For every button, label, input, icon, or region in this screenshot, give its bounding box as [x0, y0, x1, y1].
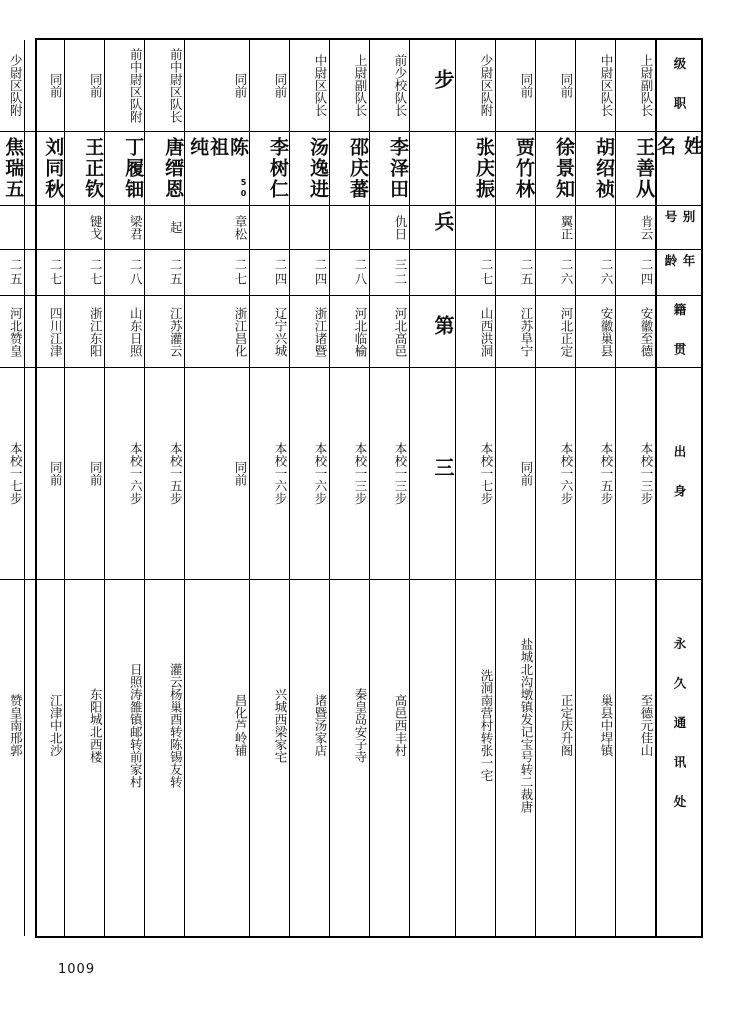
unit-title-part-6: 三 — [410, 368, 455, 580]
record-education: 本校一六步 — [290, 368, 329, 580]
record-origin: 河北赞皇 — [0, 296, 24, 368]
record-education: 本校一三步 — [370, 368, 409, 580]
unit-title-column — [409, 40, 455, 936]
record-rank: 前中尉区队附 — [105, 40, 144, 132]
record-education: 本校一三步 — [616, 368, 655, 580]
record-address: 日照涛雒镇邮转前家村 — [128, 662, 144, 788]
roster-table — [2, 38, 703, 938]
record-name: 胡绍祯 — [576, 132, 615, 206]
record-address: 秦皇岛安子寺 — [353, 687, 368, 763]
record-alias: 起 — [145, 206, 184, 250]
record-origin: 安徽巢县 — [576, 296, 615, 368]
record-name: 丁履钿 — [105, 132, 144, 206]
field-label-age: 年 龄 — [657, 250, 701, 296]
record-rank: 上尉副队长 — [616, 40, 655, 132]
record-name: 李树仁 — [250, 132, 289, 206]
unit-title-part-2 — [410, 132, 455, 206]
record-name: 邵庆蕃 — [330, 132, 369, 206]
record-age: 二六 — [576, 250, 615, 296]
record-education: 本校一六步 — [250, 368, 289, 580]
field-label-alias: 别 号 — [657, 206, 701, 250]
record-rank: 中尉区队长 — [290, 40, 329, 132]
unit-title-part-1: 步 — [410, 40, 455, 132]
record-origin: 河北临榆 — [330, 296, 369, 368]
roster-record-column — [535, 40, 575, 936]
record-alias: 仇日 — [370, 206, 409, 250]
record-origin: 山东日照 — [105, 296, 144, 368]
record-rank: 同前 — [536, 40, 575, 132]
record-education: 本校一七步 — [456, 368, 495, 580]
record-address: 赞皇南邢郭 — [8, 693, 24, 757]
record-origin: 江苏灌云 — [145, 296, 184, 368]
record-alias: 键戈 — [65, 206, 104, 250]
record-origin: 河北高邑 — [370, 296, 409, 368]
record-address: 灌云杨巢酉转陈锡友转 — [168, 662, 184, 788]
field-label-education: 出 身 — [657, 368, 701, 580]
unit-title-part-7 — [410, 580, 455, 870]
record-rank: 同前 — [250, 40, 289, 132]
roster-record-column — [104, 40, 144, 936]
record-name: 王正钦 — [65, 132, 104, 206]
record-name-footnote-mark: 50 — [239, 178, 248, 200]
record-address: 洗洞南营村转张一宅 — [479, 668, 494, 782]
roster-record-column — [495, 40, 535, 936]
record-address: 巢县中垾镇 — [599, 693, 614, 757]
record-origin: 河北正定 — [536, 296, 575, 368]
record-rank: 少尉区队附 — [0, 40, 24, 132]
roster-record-column — [615, 40, 655, 936]
field-label-column — [655, 40, 701, 936]
record-origin: 山西洪洞 — [456, 296, 495, 368]
record-rank: 上尉副队长 — [330, 40, 369, 132]
record-alias — [456, 206, 495, 250]
record-name: 李泽田 — [370, 132, 409, 206]
record-education: 本校一三步 — [330, 368, 369, 580]
record-age: 二七 — [65, 250, 104, 296]
record-rank: 少尉区队附 — [456, 40, 495, 132]
record-origin: 四川江津 — [25, 296, 64, 368]
record-rank: 前少校队长 — [370, 40, 409, 132]
record-origin: 浙江诸暨 — [290, 296, 329, 368]
record-name: 贾竹林 — [496, 132, 535, 206]
record-alias: 梁君 — [105, 206, 144, 250]
record-education: 本校一六步 — [105, 368, 144, 580]
field-label-rank: 级 职 — [657, 40, 701, 132]
record-age: 二五 — [496, 250, 535, 296]
record-age: 二八 — [105, 250, 144, 296]
unit-title-part-3: 兵 — [410, 206, 455, 250]
record-rank: 同前 — [25, 40, 64, 132]
record-alias — [496, 206, 535, 250]
roster-record-column — [0, 40, 24, 936]
record-name: 王善从 — [616, 132, 655, 206]
record-rank: 同前 — [185, 40, 249, 132]
field-label-address: 永 久 通 讯 处 — [672, 636, 687, 814]
roster-record-column — [144, 40, 184, 936]
record-address: 盐城北沟墩镇发记宝号转二裁唐 — [519, 637, 534, 813]
roster-record-column — [455, 40, 495, 936]
records-host — [0, 40, 655, 936]
record-name: 焦瑞五 — [0, 132, 24, 206]
field-label-origin: 籍 贯 — [657, 296, 701, 368]
page-folio: 1009 — [58, 962, 96, 977]
roster-record-column — [575, 40, 615, 936]
record-education: 本校一五步 — [576, 368, 615, 580]
record-rank: 前中尉区队长 — [145, 40, 184, 132]
unit-title-part-5: 第 — [410, 296, 455, 368]
roster-record-column — [369, 40, 409, 936]
record-address: 诸暨汤家店 — [313, 693, 328, 757]
field-label-name: 姓 名 — [657, 132, 701, 206]
record-rank: 同前 — [496, 40, 535, 132]
unit-title-part-4 — [410, 250, 455, 296]
record-education: 同前 — [65, 368, 104, 580]
record-education: 同前 — [496, 368, 535, 580]
record-alias — [576, 206, 615, 250]
record-age: 二七 — [456, 250, 495, 296]
record-age: 二四 — [250, 250, 289, 296]
roster-record-column — [64, 40, 104, 936]
record-alias — [25, 206, 64, 250]
record-age: 二六 — [536, 250, 575, 296]
record-address: 兴城西梁家宅 — [273, 687, 288, 763]
record-age: 二五 — [145, 250, 184, 296]
record-alias — [330, 206, 369, 250]
record-alias — [250, 206, 289, 250]
record-name: 陈祖纯 50 — [185, 132, 249, 206]
record-address: 正定庆升阁 — [559, 693, 574, 757]
record-alias: 肯云 — [616, 206, 655, 250]
record-alias: 翼正 — [536, 206, 575, 250]
record-age: 二七 — [185, 250, 249, 296]
roster-record-column — [329, 40, 369, 936]
record-address: 江津中北沙 — [48, 693, 64, 757]
record-address: 至德元佳山 — [639, 693, 654, 757]
record-name: 徐景知 — [536, 132, 575, 206]
record-age: 二八 — [330, 250, 369, 296]
record-rank: 同前 — [65, 40, 104, 132]
record-origin: 安徽至德 — [616, 296, 655, 368]
roster-record-column — [24, 40, 64, 936]
record-name: 汤逸进 — [290, 132, 329, 206]
record-age: 二七 — [25, 250, 64, 296]
record-education: 同前 — [25, 368, 64, 580]
record-alias — [290, 206, 329, 250]
record-alias — [0, 206, 24, 250]
record-name: 唐缙恩 — [145, 132, 184, 206]
record-name: 刘同秋 — [25, 132, 64, 206]
record-origin: 辽宁兴城 — [250, 296, 289, 368]
record-origin: 江苏阜宁 — [496, 296, 535, 368]
roster-record-column — [289, 40, 329, 936]
record-age: 二五 — [0, 250, 24, 296]
roster-record-column — [184, 40, 249, 936]
record-address: 东阳城北西楼 — [88, 687, 104, 763]
record-name: 张庆振 — [456, 132, 495, 206]
record-age: 三二 — [370, 250, 409, 296]
record-education: 本校一五步 — [145, 368, 184, 580]
record-alias: 章松 — [185, 206, 249, 250]
record-address: 昌化芦岭铺 — [233, 693, 248, 757]
record-origin: 浙江东阳 — [65, 296, 104, 368]
record-education: 同前 — [185, 368, 249, 580]
roster-record-column — [249, 40, 289, 936]
record-education: 本校一六步 — [536, 368, 575, 580]
record-age: 二四 — [616, 250, 655, 296]
record-education: 本校一七步 — [0, 368, 24, 580]
record-origin: 浙江昌化 — [185, 296, 249, 368]
record-address: 高邑西丰村 — [393, 693, 408, 757]
record-rank: 中尉区队长 — [576, 40, 615, 132]
record-age: 二四 — [290, 250, 329, 296]
